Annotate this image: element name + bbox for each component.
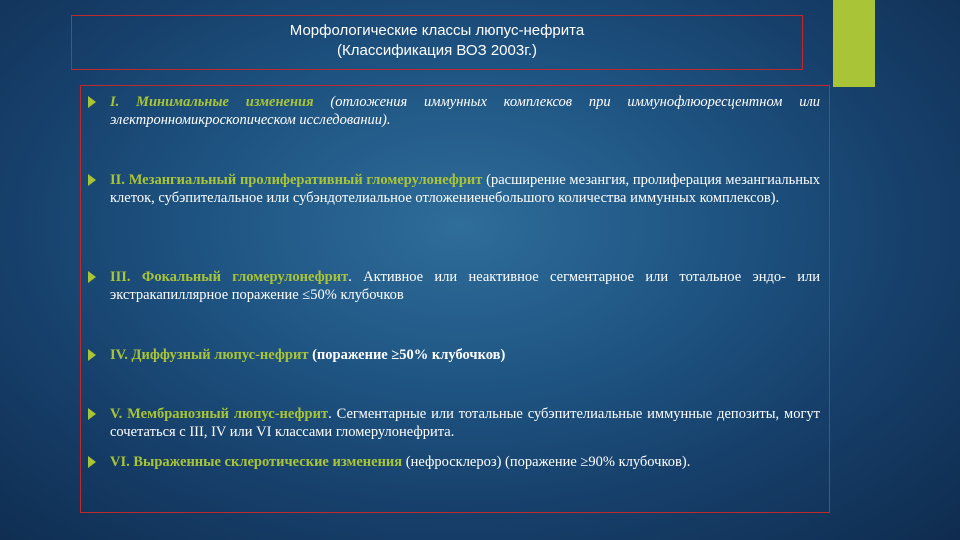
- list-item-class-6: [88, 453, 820, 471]
- class-number: I.: [110, 94, 120, 110]
- class-number: II.: [110, 172, 125, 188]
- class-name: Мезангиальный пролиферативный гломерулонефрит: [128, 172, 483, 188]
- class-name: Мембранозный люпус-нефрит: [127, 406, 329, 422]
- class-number: III.: [110, 269, 131, 285]
- class-description: (расширение мезангия, пролиферация мезангиальных клеток, субэпителальное или субэндотелиальное отложениенебольшого количества иммунных комплексов).: [110, 172, 820, 206]
- slide-title: [71, 15, 803, 70]
- triangle-bullet-icon: [88, 174, 96, 186]
- list-item-class-2: [88, 171, 820, 207]
- class-description: (нефросклероз) (поражение ≥90% клубочков).: [402, 454, 691, 470]
- list-item-class-4: [88, 346, 820, 364]
- triangle-bullet-icon: [88, 349, 96, 361]
- class-description: . Активное или неактивное сегментарное или тотальное эндо- или экстракапиллярное поражение ≤50% клубочков: [110, 269, 821, 303]
- class-name: Выраженные склеротические изменения: [133, 454, 403, 470]
- list-item-class-3: [88, 268, 820, 304]
- triangle-bullet-icon: [88, 96, 96, 108]
- class-number: VI.: [110, 454, 130, 470]
- triangle-bullet-icon: [88, 456, 96, 468]
- class-name: Фокальный гломерулонефрит: [141, 269, 349, 285]
- class-name: Минимальные изменения: [136, 94, 314, 110]
- title-line-2: (Классификация ВОЗ 2003г.): [337, 42, 537, 59]
- title-line-1: Морфологические классы люпус-нефрита: [289, 22, 585, 39]
- accent-bar: [833, 0, 875, 87]
- class-description: . Сегментарные или тотальные субэпителиальные иммунные депозиты, могут сочетаться с III, IV или VI классами гломерулонефрита.: [110, 406, 821, 440]
- list-item-class-1: [88, 93, 820, 129]
- class-number: IV.: [110, 347, 128, 363]
- class-description: (поражение ≥50% клубочков): [308, 347, 506, 363]
- triangle-bullet-icon: [88, 408, 96, 420]
- triangle-bullet-icon: [88, 271, 96, 283]
- class-description: (отложения иммунных комплексов при иммунофлюоресцентном или электронномикроскопическом исследовании).: [110, 94, 821, 128]
- class-name: Диффузный люпус-нефрит: [131, 347, 309, 363]
- class-number: V.: [110, 406, 123, 422]
- list-item-class-5: [88, 405, 820, 441]
